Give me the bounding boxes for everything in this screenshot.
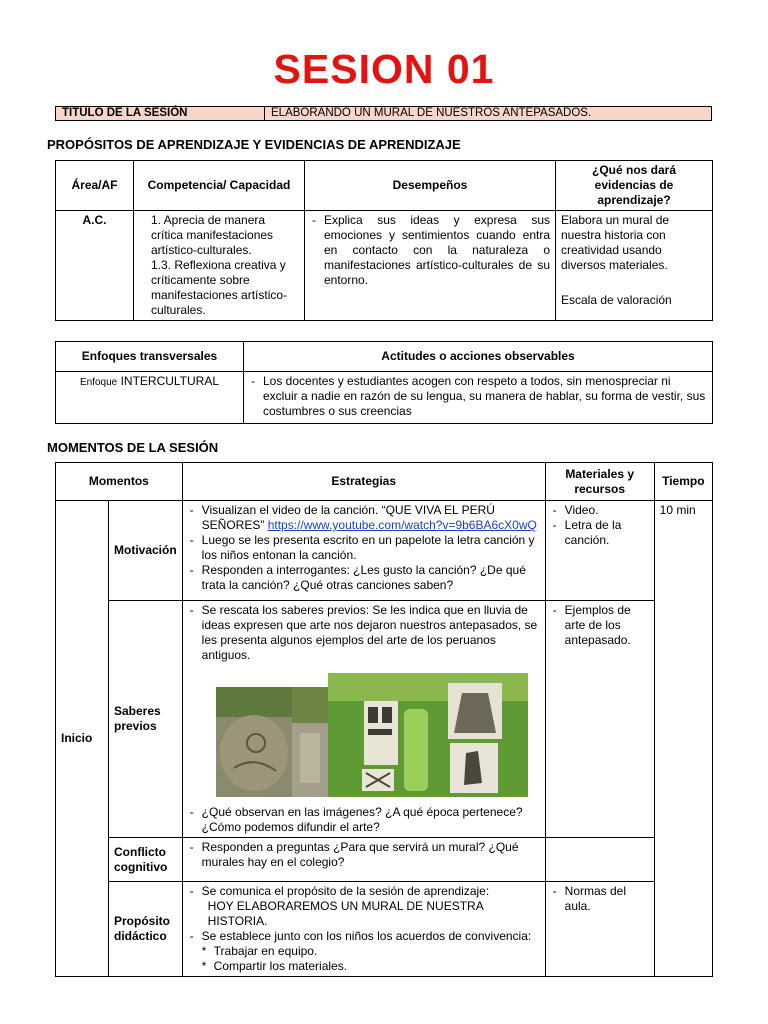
conflict-step-1: - Responden a preguntas ¿Para que servirá un mural? ¿Qué murales hay en el colegio? bbox=[188, 840, 540, 870]
moment-purpose: Propósito didáctico bbox=[109, 882, 183, 977]
attitude-text: - Los docentes y estudiantes acogen con respeto a todos, sin menospreciar ni excluir a nadie en razón de su lengua, su manera de hablar, su forma de vestir, sus costumbres o sus creencias bbox=[249, 374, 707, 419]
session-label: TITULO DE LA SESIÓN bbox=[56, 107, 265, 121]
purposes-table bbox=[55, 160, 713, 321]
attitude-cell bbox=[244, 372, 713, 424]
session-title-table bbox=[55, 106, 712, 121]
header-materials: Materiales y recursos bbox=[545, 463, 654, 501]
material-lyrics: - Letra de la canción. bbox=[551, 518, 649, 548]
header-area: Área/AF bbox=[56, 161, 134, 211]
prior-step-2: - ¿Qué observan en las imágenes? ¿A qué época pertenece? ¿Cómo podemos difundir el arte? bbox=[188, 805, 540, 835]
ancestral-art-images bbox=[216, 673, 528, 799]
performance-cell bbox=[305, 211, 556, 321]
time-cell: 10 min bbox=[654, 501, 712, 977]
video-link[interactable]: https://www.youtube.com/watch?v=9b6BA6cX0wQ bbox=[267, 518, 537, 532]
header-moments: Momentos bbox=[56, 463, 183, 501]
moment-prior-knowledge: Saberes previos bbox=[109, 601, 183, 838]
material-video: - Video. bbox=[551, 503, 649, 518]
moments-table bbox=[55, 462, 713, 977]
performance-text: - Explica sus ideas y expresa sus emociones y sentimientos cuando entra en contacto con la naturaleza o manifestaciones artístico-culturales de su entorno. bbox=[310, 213, 550, 288]
purpose-step-1: - Se comunica el propósito de la sesión de aprendizaje: bbox=[188, 884, 540, 899]
evaluation-text: Escala de valoración bbox=[561, 293, 672, 307]
moment-inicio: Inicio bbox=[56, 501, 109, 977]
moment-motivation: Motivación bbox=[109, 501, 183, 601]
header-strategies: Estrategias bbox=[182, 463, 545, 501]
approach-name: INTERCULTURAL bbox=[120, 374, 220, 388]
agreement-1: * Trabajar en equipo. bbox=[200, 944, 540, 959]
purpose-goal: HOY ELABORAREMOS UN MURAL DE NUESTRA HISTORIA. bbox=[207, 899, 484, 928]
ancestral-art-collage bbox=[216, 673, 528, 799]
competence-1: 1. Aprecia de manera crítica manifestaciones artístico-culturales. bbox=[151, 213, 274, 257]
material-art-examples: - Ejemplos de arte de los antepasado. bbox=[551, 603, 649, 648]
conflict-materials bbox=[545, 838, 654, 882]
section-moments-heading: MOMENTOS DE LA SESIÓN bbox=[47, 440, 219, 455]
prior-knowledge-strategies bbox=[182, 601, 545, 838]
section-purposes-heading: PROPÓSITOS DE APRENDIZAJE Y EVIDENCIAS DE APRENDIZAJE bbox=[47, 137, 461, 152]
motivation-materials bbox=[545, 501, 654, 601]
purpose-strategies bbox=[182, 882, 545, 977]
motivation-step-2: - Luego se les presenta escrito en un papelote la letra canción y los niños entonan la canción. bbox=[188, 533, 540, 563]
material-classroom-rules: - Normas del aula. bbox=[551, 884, 649, 914]
prior-step-1: - Se rescata los saberes previos: Se les indica que en lluvia de ideas expresen que arte nos dejaron nuestros antepasados, se les presenta algunos ejemplos del arte de los peruanos antiguos. bbox=[188, 603, 540, 663]
evidence-cell bbox=[556, 211, 713, 321]
area-cell: A.C. bbox=[56, 211, 134, 321]
motivation-step-3: - Responden a interrogantes: ¿Les gusto la canción? ¿De qué trata la canción? ¿Qué otras canciones saben? bbox=[188, 563, 540, 593]
competence-2: 1.3. Reflexiona creativa y críticamente sobre manifestaciones artístico-culturales. bbox=[151, 258, 288, 317]
header-performance: Desempeños bbox=[305, 161, 556, 211]
agreement-2: * Compartir los materiales. bbox=[200, 959, 540, 974]
conflict-strategies bbox=[182, 838, 545, 882]
motivation-strategies bbox=[182, 501, 545, 601]
header-time: Tiempo bbox=[654, 463, 712, 501]
header-approach: Enfoques transversales bbox=[56, 342, 244, 372]
session-value: ELABORANDO UN MURAL DE NUESTROS ANTEPASADOS. bbox=[265, 107, 712, 121]
prior-knowledge-materials bbox=[545, 601, 654, 838]
approach-prefix: Enfoque bbox=[79, 377, 118, 388]
header-evidence: ¿Qué nos dará evidencias de aprendizaje? bbox=[556, 161, 713, 211]
moment-conflict: Conflicto cognitivo bbox=[109, 838, 183, 882]
header-competence: Competencia/ Capacidad bbox=[134, 161, 305, 211]
approaches-table bbox=[55, 341, 713, 424]
motivation-step-1-text: Visualizan el video de la canción. “QUE VIVA EL PERÚ SEÑORES” bbox=[201, 503, 495, 532]
page-title: SESION 01 bbox=[273, 46, 495, 92]
purpose-step-2: - Se establece junto con los niños los acuerdos de convivencia: bbox=[188, 929, 540, 944]
motivation-step-1 bbox=[188, 503, 540, 533]
purpose-materials bbox=[545, 882, 654, 977]
header-attitudes: Actitudes o acciones observables bbox=[244, 342, 713, 372]
approach-cell bbox=[56, 372, 244, 424]
evidence-text: Elabora un mural de nuestra historia con creatividad usando diversos materiales. bbox=[561, 213, 670, 272]
competence-cell bbox=[134, 211, 305, 321]
